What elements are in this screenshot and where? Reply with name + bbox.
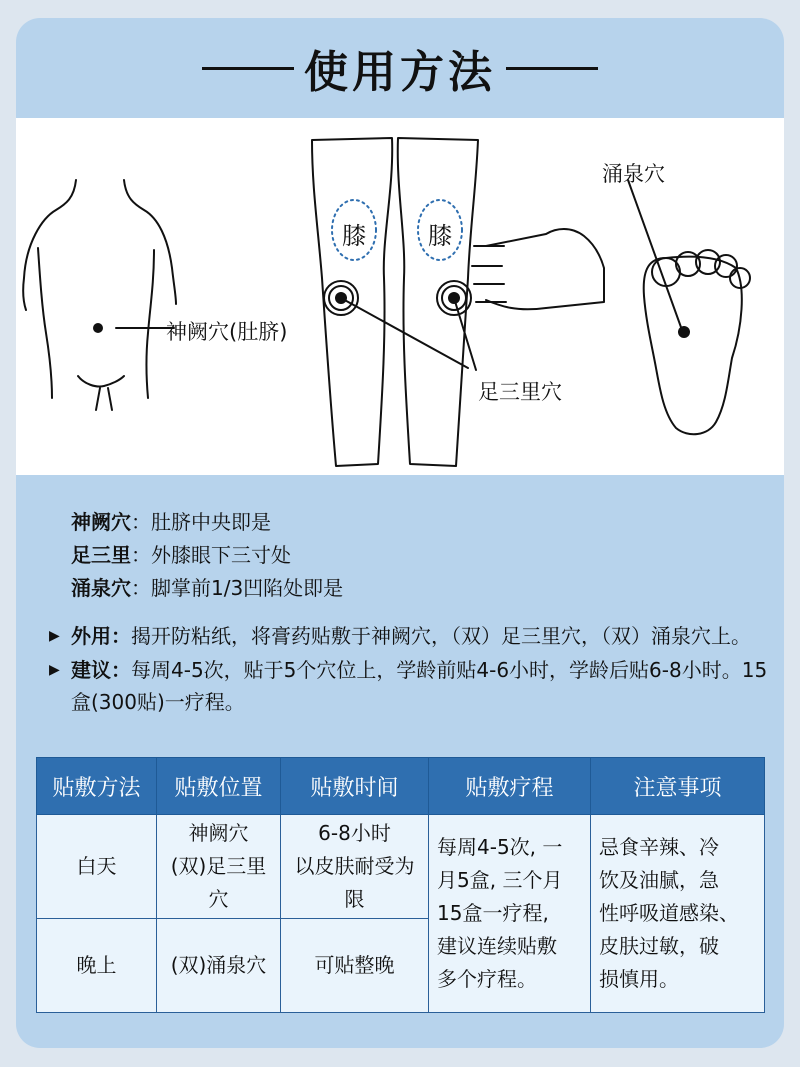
navel-point-label: 神阙穴(肚脐): [166, 320, 288, 344]
method-cell: 晚上: [37, 919, 157, 1013]
column-header: 贴敷疗程: [429, 758, 591, 815]
title-row: [16, 18, 784, 118]
column-header: 贴敷位置: [157, 758, 281, 815]
usage-notes: [49, 620, 769, 720]
definition-row: 足三里：外膝眼下三寸处: [71, 543, 291, 567]
acupoint-illustration: [16, 118, 784, 475]
acupoint-definitions: [71, 506, 343, 605]
page-title: 使用方法: [304, 47, 496, 98]
right-knee-glyph: 膝: [428, 222, 452, 250]
column-header: 注意事项: [591, 758, 765, 815]
torso-outline: [23, 180, 76, 310]
suggestion-note: ▶ 建议：每周4-5次，贴于5个穴位上，学龄前贴4-6小时，学龄后贴6-8小时。15盒(300贴)一疗程。: [49, 654, 769, 718]
time-cell: 6-8小时 以皮肤耐受为限: [281, 815, 429, 919]
time-cell: 可贴整晚: [281, 919, 429, 1013]
left-knee-glyph: 膝: [342, 222, 366, 250]
definition-row: 神阙穴：肚脐中央即是: [71, 510, 271, 534]
application-plan-table: [36, 757, 765, 1013]
title-divider-right: [506, 67, 598, 70]
position-cell: (双)涌泉穴: [157, 919, 281, 1013]
method-cell: 白天: [37, 815, 157, 919]
hand-outline: [486, 229, 604, 309]
acupoint-diagram: [16, 118, 784, 475]
caution-cell: 忌食辛辣、冷 饮及油腻，急 性呼吸道感染、 皮肤过敏，破 损慎用。: [591, 815, 765, 1013]
yongquan-point-label: 涌泉穴: [602, 162, 665, 186]
definition-row: 涌泉穴：脚掌前1/3凹陷处即是: [71, 576, 344, 600]
instruction-card: [16, 18, 784, 1048]
position-cell: 神阙穴 (双)足三里穴: [157, 815, 281, 919]
bullet-arrow-icon: ▶: [49, 628, 60, 644]
table-header-row: [37, 758, 765, 815]
bullet-arrow-icon: ▶: [49, 662, 60, 678]
zusanli-point-label: 足三里穴: [478, 380, 562, 404]
course-cell: 每周4-5次, 一 月5盒, 三个月 15盒一疗程, 建议连续贴敷 多个疗程。: [429, 815, 591, 1013]
column-header: 贴敷时间: [281, 758, 429, 815]
external-use-note: ▶ 外用：揭开防粘纸，将膏药贴敷于神阙穴，（双）足三里穴，（双）涌泉穴上。: [49, 620, 769, 652]
title-divider-left: [202, 67, 294, 70]
column-header: 贴敷方法: [37, 758, 157, 815]
table-row: [37, 815, 765, 919]
